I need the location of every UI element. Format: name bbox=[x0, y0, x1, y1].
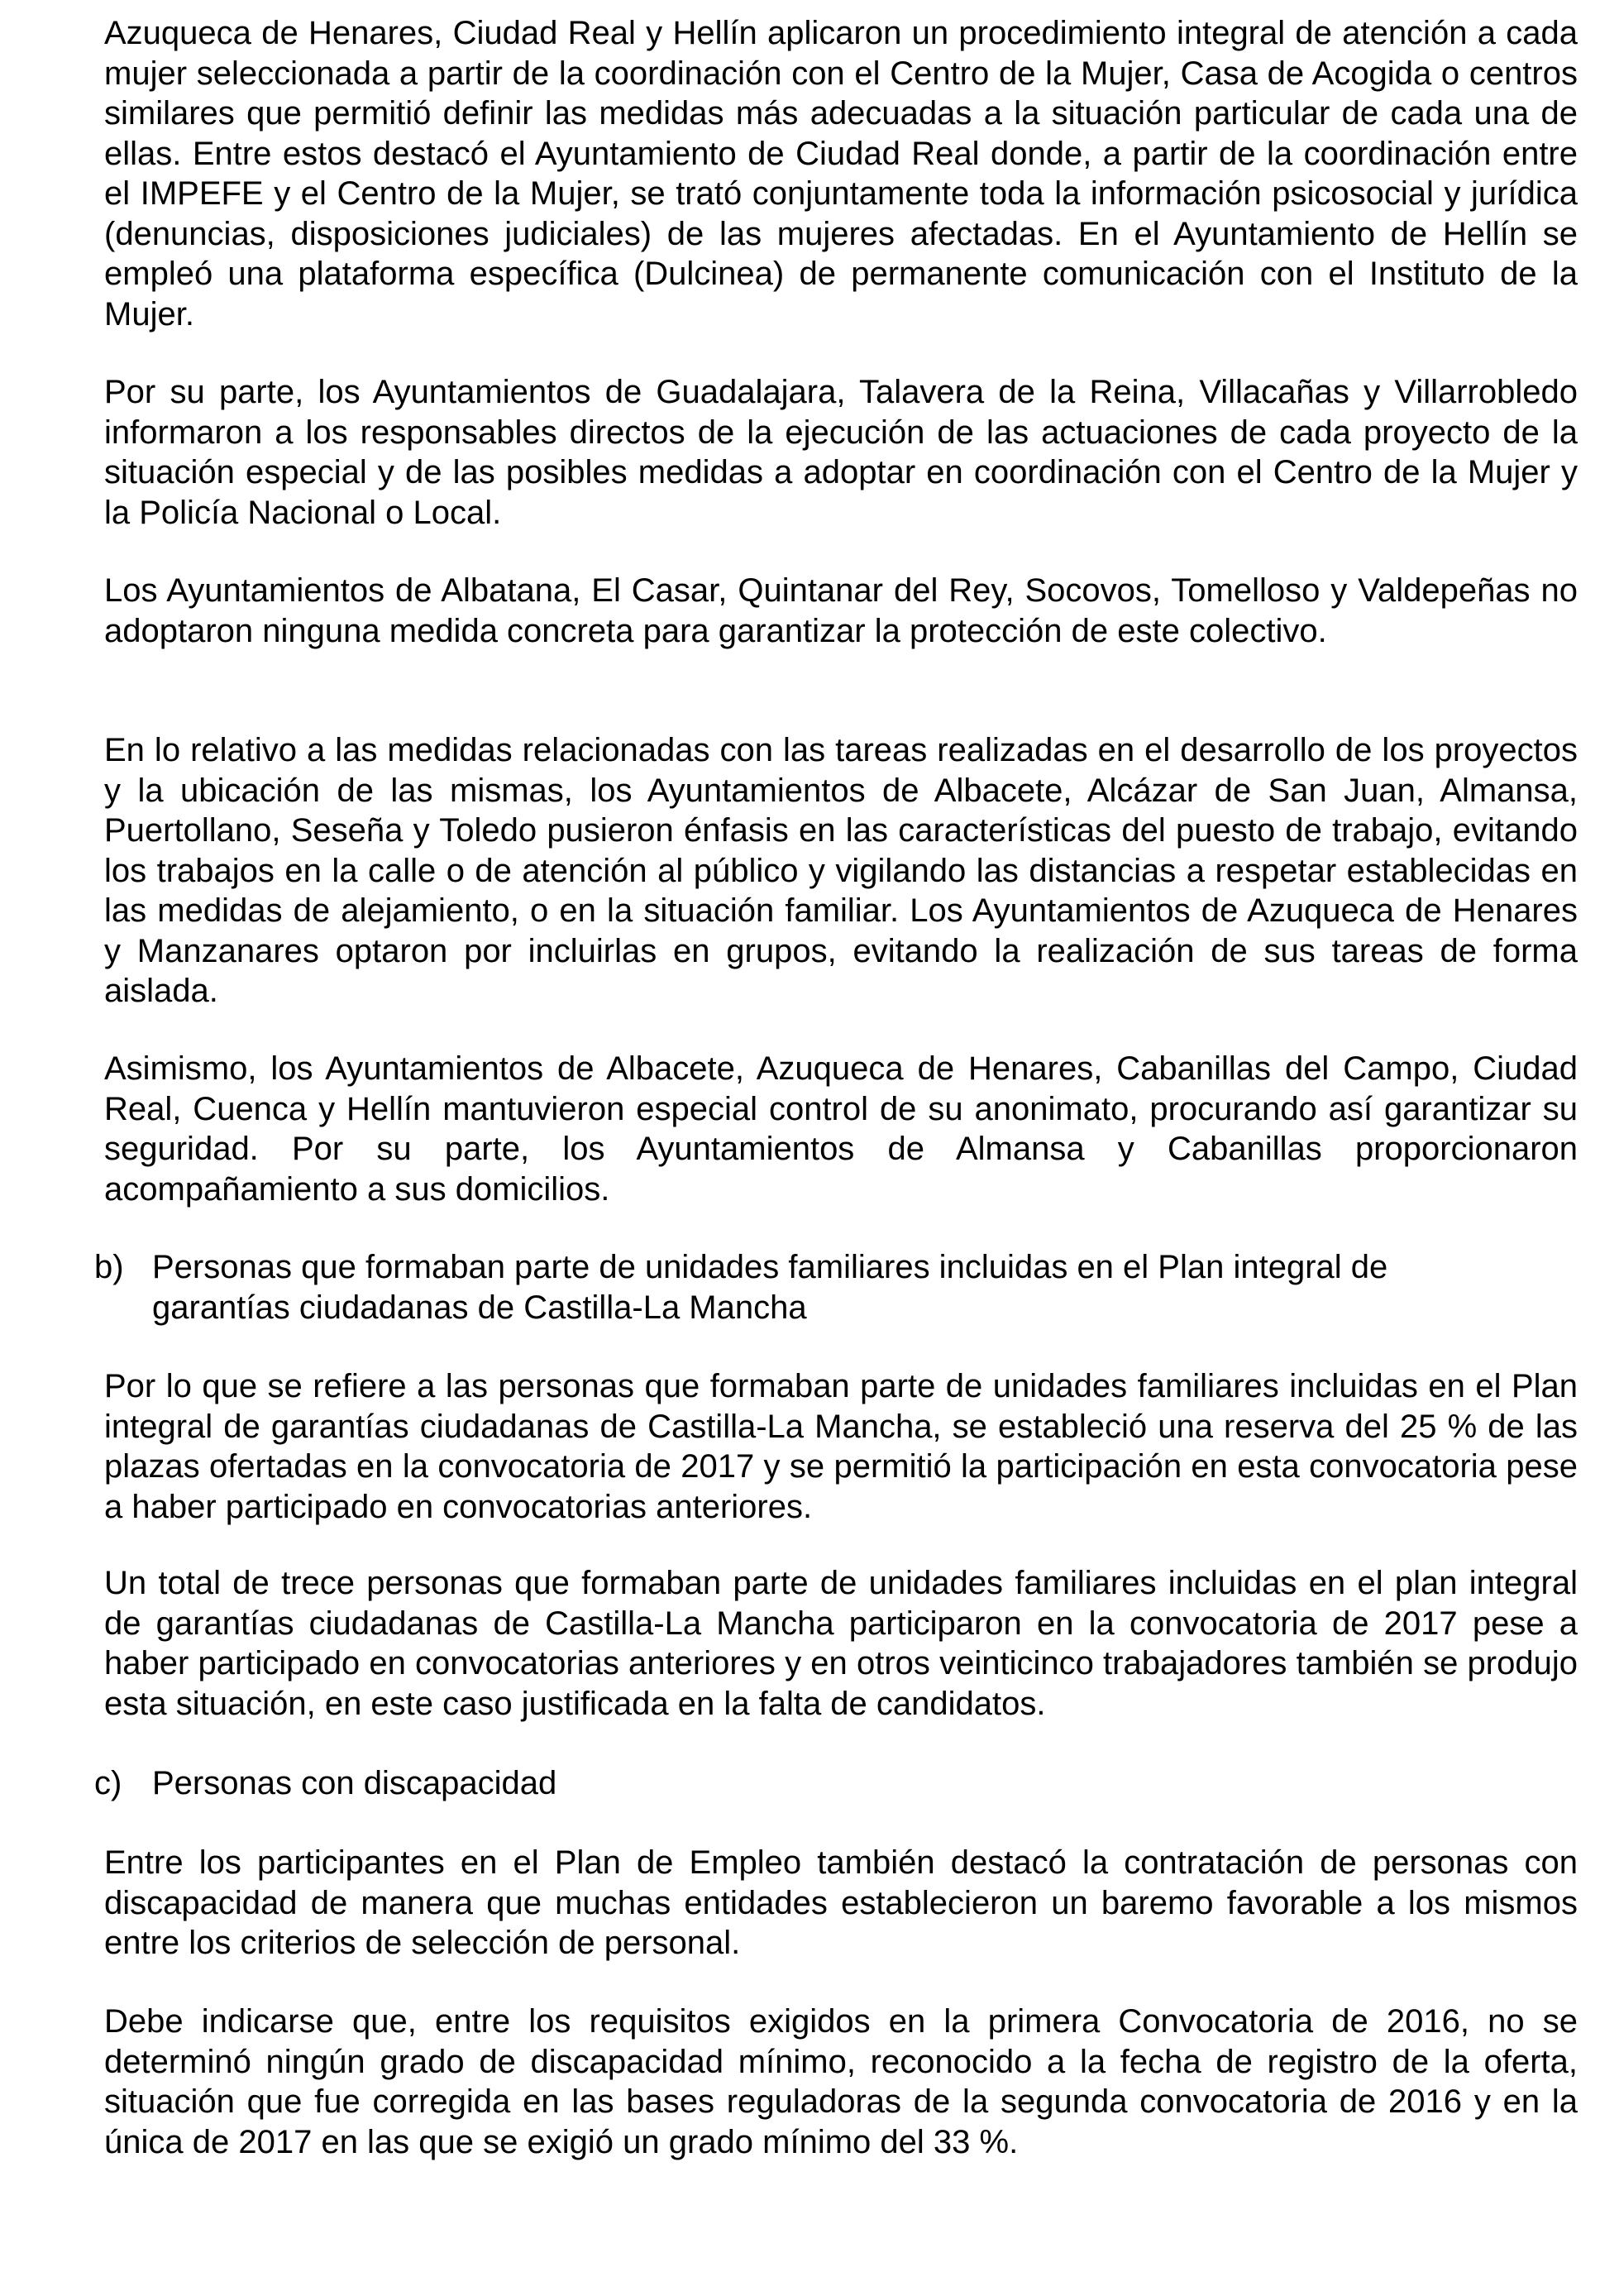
paragraph-trece-personas: Un total de trece personas que formaban parte de unidades familiares incluidas en el plan integral de garantías ciudadanas de Castilla-La Mancha participaron en la convocatoria de 2017 pese a haber participado en convocatorias anteriores y en otros veinticinco trabajadores también se produjo esta situación, en este caso justificada en la falta de candidatos. bbox=[104, 1565, 1578, 1722]
list-marker-c: c) bbox=[94, 1765, 122, 1801]
list-marker-b: b) bbox=[94, 1249, 124, 1285]
paragraph-reserva-plazas: Por lo que se refiere a las personas que formaban parte de unidades familiares incluidas en el Plan integral de garantías ciudadanas de Castilla-La Mancha, se estableció una reserva del 25 % de las plazas ofertadas en la convocatoria de 2017 y se permitió la participación en esta convocatoria pese a haber participado en convocatorias anteriores. bbox=[104, 1368, 1578, 1525]
section-heading-b-text: Personas que formaban parte de unidades familiares incluidas en el Plan integral de garantías ciudadanas de Castilla-La Mancha bbox=[152, 1249, 1388, 1326]
paragraph-medidas-tareas: En lo relativo a las medidas relacionadas con las tareas realizadas en el desarrollo de los proyectos y la ubicación de las mismas, los Ayuntamientos de Albacete, Alcázar de San Juan, Almansa, Puertollano, Seseña y Toledo pusieron énfasis en las características del puesto de trabajo, evitando los trabajos en la calle o de atención al público y vigilando las distancias a respetar establecidas en las medidas de alejamiento, o en la situación familiar. Los Ayuntamientos de Azuqueca de Henares y Manzanares optaron por incluirlas en grupos, evitando la realización de sus tareas de forma aislada. bbox=[104, 732, 1578, 1009]
paragraph-control-anonimato: Asimismo, los Ayuntamientos de Albacete, Azuqueca de Henares, Cabanillas del Campo, Ciudad Real, Cuenca y Hellín mantuvieron especial control de su anonimato, procurando así garantizar su seguridad. Por su parte, los Ayuntamientos de Almansa y Cabanillas proporcionaron acompañamiento a sus domicilios. bbox=[104, 1050, 1578, 1208]
paragraph-azuqueca-procedimiento: Azuqueca de Henares, Ciudad Real y Hellín aplicaron un procedimiento integral de atención a cada mujer seleccionada a partir de la coordinación con el Centro de la Mujer, Casa de Acogida o centros similares que permitió definir las medidas más adecuadas a la situación particular de cada una de ellas. Entre estos destacó el Ayuntamiento de Ciudad Real donde, a partir de la coordinación entre el IMPEFE y el Centro de la Mujer, se trató conjuntamente toda la información psicosocial y jurídica (denuncias, disposiciones judiciales) de las mujeres afectadas. En el Ayuntamiento de Hellín se empleó una plataforma específica (Dulcinea) de permanente comunicación con el Instituto de la Mujer. bbox=[104, 15, 1578, 332]
section-heading-b bbox=[94, 1247, 1578, 1327]
paragraph-guadalajara-talavera: Por su parte, los Ayuntamientos de Guadalajara, Talavera de la Reina, Villacañas y Villarrobledo informaron a los responsables directos de la ejecución de las actuaciones de cada proyecto de la situación especial y de las posibles medidas a adoptar en coordinación con el Centro de la Mujer y la Policía Nacional o Local. bbox=[104, 374, 1578, 531]
paragraph-contratacion-discapacidad: Entre los participantes en el Plan de Empleo también destacó la contratación de personas con discapacidad de manera que muchas entidades establecieron un baremo favorable a los mismos entre los criterios de selección de personal. bbox=[104, 1844, 1578, 1961]
paragraph-requisitos-convocatoria: Debe indicarse que, entre los requisitos exigidos en la primera Convocatoria de 2016, no se determinó ningún grado de discapacidad mínimo, reconocido a la fecha de registro de la oferta, situación que fue corregida en las bases reguladoras de la segunda convocatoria de 2016 y en la única de 2017 en las que se exigió un grado mínimo del 33 %. bbox=[104, 2003, 1578, 2160]
paragraph-albatana-sin-medidas: Los Ayuntamientos de Albatana, El Casar, Quintanar del Rey, Socovos, Tomelloso y Valdepeñas no adoptaron ninguna medida concreta para garantizar la protección de este colectivo. bbox=[104, 572, 1578, 649]
section-heading-c bbox=[94, 1763, 1578, 1804]
section-heading-c-text: Personas con discapacidad bbox=[152, 1765, 557, 1801]
